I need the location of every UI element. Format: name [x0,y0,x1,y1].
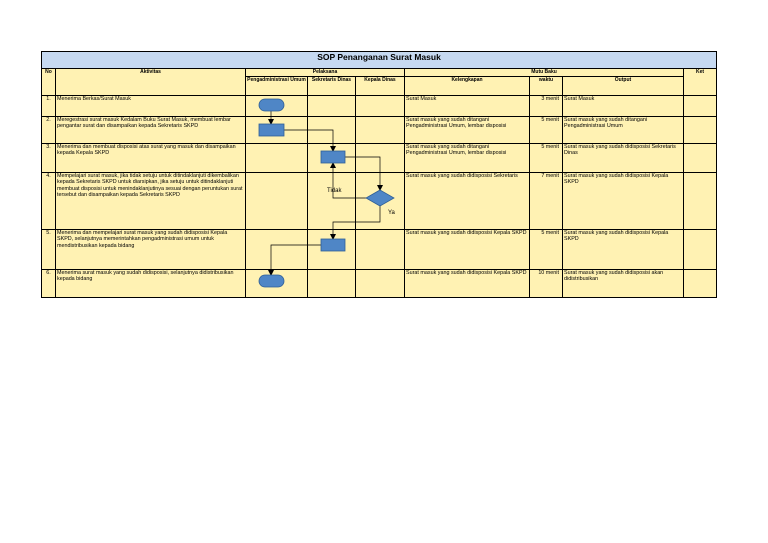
row-kelengkapan: Surat masuk yang sudah didisposisi Sekretaris [405,173,530,230]
row-waktu: 5 menit [530,230,563,270]
header-aktivitas: Aktivitas [56,69,246,96]
row-no: 6. [42,270,56,298]
table-row [42,117,717,144]
row-kelengkapan: Surat masuk yang sudah didisposisi Kepala SKPD [405,270,530,298]
header-no: No [42,69,56,96]
table-row [42,144,717,173]
row-output: Surat masuk yang sudah didisposisi akan didistribusikan [563,270,684,298]
row-output: Surat masuk yang sudah didisposisi Kepala SKPD [563,173,684,230]
label-ya: Ya [388,210,395,216]
cell-ket [684,144,717,173]
row-waktu: 5 menit [530,144,563,173]
cell-sekretaris [308,117,356,144]
header-output: Output [563,77,684,96]
cell-pengadministrasi [246,230,308,270]
row-no: 4. [42,173,56,230]
cell-sekretaris [308,230,356,270]
row-waktu: 7 menit [530,173,563,230]
cell-pengadministrasi [246,270,308,298]
cell-pengadministrasi [246,96,308,117]
row-no: 2. [42,117,56,144]
table-row [42,270,717,298]
cell-kepala [356,96,405,117]
row-no: 1. [42,96,56,117]
cell-ket [684,270,717,298]
row-aktivitas: Mempelajari surat masuk, jika tidak setuju untuk ditindaklanjuti dikembalikan kepada Sekretaris SKPD untuk diarsipkan, jika setuju untuk ditindaklanjuti membuat disposisi untuk menindaklanjutinya sesuai dengan peruntukan surat tersebut dan disampaikan kepada Sekretaris SKPD [56,173,246,230]
table-row [42,230,717,270]
row-kelengkapan: Surat masuk yang sudah ditangani Pengadministrasi Umum, lembar disposisi [405,144,530,173]
cell-ket [684,173,717,230]
header-ket: Ket [684,69,717,96]
row-kelengkapan: Surat masuk yang sudah ditangani Pengadministrasi Umum, lembar disposisi [405,117,530,144]
cell-pengadministrasi [246,173,308,230]
cell-sekretaris [308,173,356,230]
row-kelengkapan: Surat Masuk [405,96,530,117]
cell-sekretaris [308,270,356,298]
table-row [42,173,717,230]
row-waktu: 3 menit [530,96,563,117]
row-no: 3. [42,144,56,173]
header-pengadministrasi: Pengadministrasi Umum [246,77,308,96]
header-pelaksana: Pelaksana [246,69,405,77]
row-output: Surat masuk yang sudah ditangani Pengadministrasi Umum [563,117,684,144]
header-waktu: waktu [530,77,563,96]
row-no: 5. [42,230,56,270]
row-output: Surat masuk yang sudah didisposisi Sekretaris Dinas [563,144,684,173]
row-kelengkapan: Surat masuk yang sudah didisposisi Kepala SKPD [405,230,530,270]
row-aktivitas: Menerima surat masuk yang sudah didisposisi, selanjutnya didistribusikan kepada bidang [56,270,246,298]
row-aktivitas: Menerima Berkas/Surat Masuk [56,96,246,117]
cell-kepala [356,144,405,173]
cell-ket [684,230,717,270]
row-waktu: 5 menit [530,117,563,144]
row-output: Surat masuk yang sudah didisposisi Kepala SKPD [563,230,684,270]
row-output: Surat Masuk [563,96,684,117]
row-aktivitas: Menerima dan membuat disposisi atas surat yang masuk dan disampaikan kepada Kepala SKPD [56,144,246,173]
header-sekretaris: Sekretaris Dinas [308,77,356,96]
sop-table [41,51,717,298]
header-kelengkapan: Kelengkapan [405,77,530,96]
table-row [42,96,717,117]
cell-ket [684,96,717,117]
header-kepala: Kepala Dinas [356,77,405,96]
cell-kepala [356,230,405,270]
cell-sekretaris [308,96,356,117]
cell-pengadministrasi [246,144,308,173]
header-mutu-baku: Mutu Baku [405,69,684,77]
cell-kepala [356,117,405,144]
row-aktivitas: Meregestrasi surat masuk Kedalam Buku Surat Masuk, membuat lembar pengantar surat dan disampaikan kepada Sekretaris SKPD [56,117,246,144]
cell-pengadministrasi [246,117,308,144]
row-waktu: 10 menit [530,270,563,298]
cell-kepala [356,270,405,298]
cell-ket [684,117,717,144]
row-aktivitas: Menerima dan mempelajari surat masuk yang sudah didisposisi Kepala SKPD, selanjutnya memerintahkan pengadministrasi umum untuk mendistribusikan kepada bidang [56,230,246,270]
cell-kepala [356,173,405,230]
label-tidak: Tidak [327,188,342,194]
cell-sekretaris [308,144,356,173]
page-title: SOP Penanganan Surat Masuk [42,52,717,69]
